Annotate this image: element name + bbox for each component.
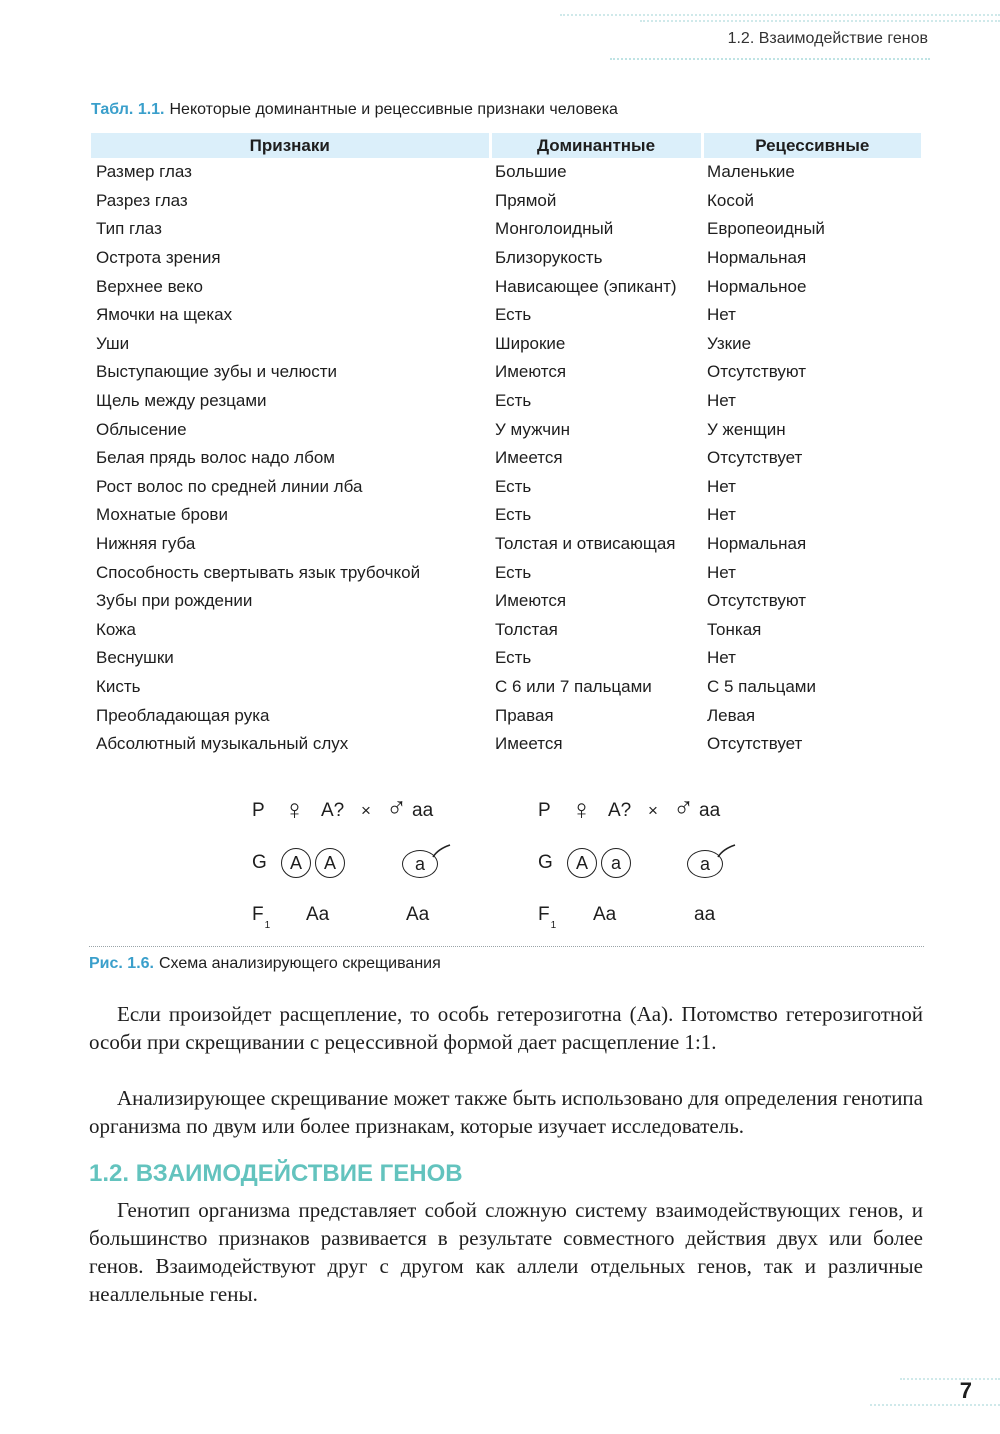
- figure-caption-text: Схема анализирующего скрещивания: [158, 955, 441, 972]
- table-row: [91, 215, 921, 244]
- trait-cell: Разрез глаз: [96, 190, 188, 210]
- male-genotype: aa: [412, 800, 434, 821]
- recessive-cell: Отсутствует: [707, 734, 803, 754]
- male-symbol: ♂: [386, 792, 407, 823]
- female-genotype: A?: [608, 800, 632, 821]
- recessive-cell: Нормальная: [707, 534, 807, 554]
- dominant-cell: Имеется: [495, 734, 563, 754]
- dominant-cell: Имеются: [495, 362, 567, 382]
- dominant-cell: С 6 или 7 пальцами: [495, 676, 652, 696]
- female-gamete: A: [567, 848, 597, 878]
- table-row: [91, 701, 921, 730]
- f-label: F: [252, 904, 264, 925]
- g-label: G: [252, 852, 267, 873]
- trait-cell: Веснушки: [96, 648, 174, 668]
- recessive-cell: Нет: [707, 305, 736, 325]
- recessive-cell: Нет: [707, 476, 736, 496]
- dominant-cell: У мужчин: [495, 419, 571, 439]
- table-row: [91, 415, 921, 444]
- sperm-tail-icon: [717, 843, 737, 859]
- dominant-cell: Монголоидный: [495, 219, 614, 239]
- recessive-cell: Отсутствуют: [707, 591, 807, 611]
- header-dotted-rule: [610, 58, 930, 60]
- trait-cell: Абсолютный музыкальный слух: [96, 734, 349, 754]
- female-gamete: A: [315, 848, 345, 878]
- p-label: P: [252, 800, 265, 821]
- column-header-dominant: Доминантные: [490, 133, 702, 158]
- offspring-genotype: Aa: [406, 904, 430, 925]
- column-header-traits: Признаки: [91, 133, 490, 158]
- figure-caption-label: Рис. 1.6.: [89, 955, 154, 972]
- f1-label: [538, 904, 557, 931]
- table-row: [91, 301, 921, 330]
- table-row: [91, 558, 921, 587]
- top-dotted-band: [640, 20, 1000, 22]
- table-caption-text: Некоторые доминантные и рецессивные признаки человека: [169, 101, 618, 118]
- dominant-cell: Есть: [495, 305, 532, 325]
- trait-cell: Уши: [96, 333, 130, 353]
- table-row: [91, 387, 921, 416]
- dominant-cell: Правая: [495, 705, 554, 725]
- table-row: [91, 244, 921, 273]
- recessive-cell: Нет: [707, 648, 736, 668]
- top-dotted-band: [560, 14, 1000, 16]
- dominant-cell: Имеется: [495, 448, 563, 468]
- male-gamete: a: [687, 850, 723, 878]
- running-title: 1.2. Взаимодействие генов: [727, 30, 928, 47]
- cross-sign: ×: [361, 801, 371, 820]
- female-gamete: a: [601, 848, 631, 878]
- trait-cell: Нижняя губа: [96, 534, 196, 554]
- figure-dotted-rule: [89, 946, 924, 947]
- trait-cell: Тип глаз: [96, 219, 162, 239]
- table-caption: [91, 101, 618, 119]
- cross-sign: ×: [648, 801, 658, 820]
- trait-cell: Кожа: [96, 619, 136, 639]
- sperm-tail-icon: [432, 843, 452, 859]
- dominant-cell: Толстая: [495, 619, 558, 639]
- offspring-genotype: Aa: [593, 904, 617, 925]
- dominant-cell: Широкие: [495, 333, 566, 353]
- footer-dotted-band: [870, 1404, 1000, 1406]
- trait-cell: Верхнее веко: [96, 276, 203, 296]
- recessive-cell: Узкие: [707, 333, 752, 353]
- female-symbol: ♀: [284, 794, 305, 825]
- table-row: [91, 158, 921, 187]
- body-paragraph: Если произойдет расщепление, то особь гетерозиготна (Aa). Потомство гетерозиготной особи при скрещивании с рецессивной формой дает расщепление 1:1.: [89, 1002, 923, 1054]
- offspring-genotype: Aa: [306, 904, 330, 925]
- body-paragraph: Анализирующее скрещивание может также быть использовано для определения генотипа организма по двум или более признакам, которые изучает исследователь.: [89, 1086, 923, 1138]
- table-row: [91, 530, 921, 559]
- offspring-genotype: aa: [694, 904, 716, 925]
- recessive-cell: Отсутствуют: [707, 362, 807, 382]
- table-row: [91, 330, 921, 359]
- column-header-recessive: Рецессивные: [702, 133, 921, 158]
- trait-cell: Зубы при рождении: [96, 591, 253, 611]
- recessive-cell: Косой: [707, 190, 754, 210]
- trait-cell: Облысение: [96, 419, 187, 439]
- trait-cell: Острота зрения: [96, 248, 221, 268]
- trait-cell: Выступающие зубы и челюсти: [96, 362, 337, 382]
- male-gamete: a: [402, 850, 438, 878]
- table-row: [91, 644, 921, 673]
- dominant-cell: Есть: [495, 476, 532, 496]
- table-row: [91, 616, 921, 645]
- table-row: [91, 673, 921, 702]
- recessive-cell: Левая: [707, 705, 756, 725]
- recessive-cell: Маленькие: [707, 162, 795, 182]
- female-gamete: A: [281, 848, 311, 878]
- table-row: [91, 272, 921, 301]
- f1-label: [252, 904, 271, 931]
- recessive-cell: Отсутствует: [707, 448, 803, 468]
- recessive-cell: С 5 пальцами: [707, 676, 816, 696]
- dominant-cell: Есть: [495, 562, 532, 582]
- trait-cell: Способность свертывать язык трубочкой: [96, 562, 421, 582]
- table-caption-label: Табл. 1.1.: [91, 101, 165, 118]
- traits-table: [91, 133, 921, 758]
- recessive-cell: Нет: [707, 505, 736, 525]
- f-subscript: 1: [550, 920, 557, 931]
- trait-cell: Рост волос по средней линии лба: [96, 476, 363, 496]
- dominant-cell: Имеются: [495, 591, 567, 611]
- f-subscript: 1: [264, 920, 271, 931]
- trait-cell: Размер глаз: [96, 162, 192, 182]
- body-paragraph: Генотип организма представляет собой сложную систему взаимодействующих генов, и большинство признаков развивается в результате совместного действия двух или более генов. Взаимодействуют друг с другом как аллели отдельных генов, так и различные неаллельные гены.: [89, 1198, 923, 1306]
- dominant-cell: Есть: [495, 391, 532, 411]
- recessive-cell: Европеоидный: [707, 219, 825, 239]
- trait-cell: Белая прядь волос надо лбом: [96, 448, 335, 468]
- recessive-cell: Нет: [707, 391, 736, 411]
- g-label: G: [538, 852, 553, 873]
- male-genotype: aa: [699, 800, 721, 821]
- table-row: [91, 473, 921, 502]
- table-row: [91, 730, 921, 759]
- recessive-cell: Нормальная: [707, 248, 807, 268]
- table-row: [91, 358, 921, 387]
- dominant-cell: Есть: [495, 505, 532, 525]
- female-symbol: ♀: [571, 794, 592, 825]
- recessive-cell: Нормальное: [707, 276, 807, 296]
- figure-caption: [89, 955, 441, 973]
- recessive-cell: Нет: [707, 562, 736, 582]
- trait-cell: Кисть: [96, 676, 141, 696]
- p-label: P: [538, 800, 551, 821]
- dominant-cell: Толстая и отвисающая: [495, 534, 676, 554]
- dominant-cell: Большие: [495, 162, 567, 182]
- table-header-row: [91, 133, 921, 158]
- table-row: [91, 444, 921, 473]
- page-number: 7: [959, 1378, 972, 1403]
- trait-cell: Преобладающая рука: [96, 705, 270, 725]
- female-genotype: A?: [321, 800, 345, 821]
- dominant-cell: Есть: [495, 648, 532, 668]
- trait-cell: Щель между резцами: [96, 391, 267, 411]
- f-label: F: [538, 904, 550, 925]
- section-heading: 1.2. ВЗАИМОДЕЙСТВИЕ ГЕНОВ: [89, 1160, 463, 1187]
- table-row: [91, 587, 921, 616]
- trait-cell: Мохнатые брови: [96, 505, 228, 525]
- dominant-cell: Нависающее (эпикант): [495, 276, 677, 296]
- footer-dotted-band: [900, 1378, 1000, 1380]
- male-symbol: ♂: [673, 792, 694, 823]
- recessive-cell: Тонкая: [707, 619, 762, 639]
- table-row: [91, 501, 921, 530]
- table-row: [91, 187, 921, 216]
- recessive-cell: У женщин: [707, 419, 786, 439]
- dominant-cell: Прямой: [495, 190, 557, 210]
- dominant-cell: Близорукость: [495, 248, 603, 268]
- trait-cell: Ямочки на щеках: [96, 305, 233, 325]
